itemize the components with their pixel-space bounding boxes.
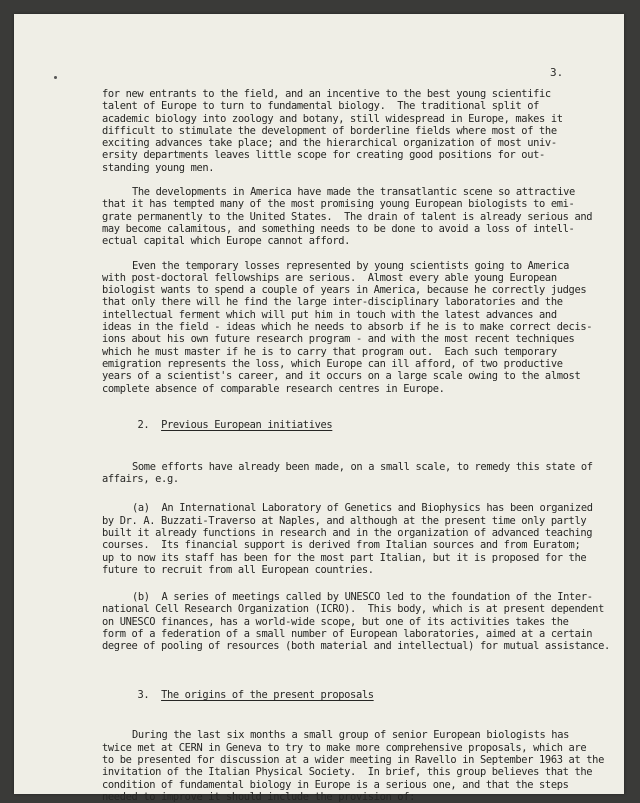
text-line: courses. Its financial support is derived from Italian sources and from Euratom; — [102, 539, 581, 552]
text-line: to be presented for discussion at a wider meeting in Ravello in September 1963 at the — [102, 754, 604, 767]
text-line: Some efforts have already been made, on a small scale, to remedy this state of — [132, 460, 593, 473]
text-line: needed to improve it should include the provision of: — [102, 790, 416, 803]
text-line: future to recruit from all European countries. — [102, 563, 374, 576]
paragraph-6 — [102, 591, 612, 652]
paragraph-2 — [102, 186, 612, 247]
text-line: The developments in America have made the transatlantic scene so attractive — [132, 186, 575, 199]
text-line: standing young men. — [102, 161, 215, 174]
text-line: Even the temporary losses represented by young scientists going to America — [132, 259, 570, 272]
paragraph-5 — [102, 502, 612, 576]
text-line: condition of fundamental biology in Europe is a serious one, and that the steps — [102, 778, 569, 791]
text-line: complete absence of comparable research centres in Europe. — [102, 382, 445, 395]
text-line: During the last six months a small group of senior European biologists has — [132, 729, 570, 742]
text-line: emigration represents the loss, which Europe can ill afford, of two productive — [102, 357, 563, 370]
text-line: twice met at CERN in Geneva to try to make more comprehensive proposals, which are — [102, 741, 587, 754]
text-line: (a) An International Laboratory of Genetics and Biophysics has been organized — [132, 502, 593, 515]
text-line: that it has tempted many of the most promising young European biologists to emi- — [102, 198, 575, 211]
text-line: years of a scientist's career, and it occurs on a large scale owing to the almost — [102, 370, 581, 383]
text-line: up to now its staff has been for the most part Italian, but it is proposed for the — [102, 551, 587, 564]
text-line: ectual capital which Europe cannot afford. — [102, 235, 351, 248]
text-line: (b) A series of meetings called by UNESCO led to the foundation of the Inter- — [132, 591, 593, 604]
text-line: with post-doctoral fellowships are serious. Almost every able young European — [102, 271, 557, 284]
text-line: ions about his own future research program - and with the most recent techniques — [102, 333, 575, 346]
punch-mark — [54, 76, 57, 79]
paragraph-7 — [102, 729, 612, 803]
text-line: ersity departments leaves little scope for creating good positions for out- — [102, 149, 545, 162]
text-line: on UNESCO finances, has a world-wide scope, but one of its activities takes the — [102, 615, 569, 628]
text-line: that only there will he find the large inter-disciplinary laboratories and the — [102, 296, 563, 309]
page-number: 3. — [550, 66, 564, 79]
paragraph-3 — [102, 260, 612, 395]
text-line: academic biology into zoology and botany, still widespread in Europe, makes it — [102, 112, 563, 125]
text-line: degree of pooling of resources (both material and intellectual) for mutual assistance. — [102, 640, 610, 653]
text-line: built it already functions in research and in the organization of advanced teaching — [102, 526, 593, 539]
text-line: by Dr. A. Buzzati-Traverso at Naples, and although at the present time only partly — [102, 514, 587, 527]
document-body — [102, 88, 612, 803]
text-line: national Cell Research Organization (ICRO). This body, which is at present dependent — [102, 603, 604, 616]
text-line: for new entrants to the field, and an incentive to the best young scientific — [102, 88, 551, 100]
text-line: form of a federation of a small number of European laboratories, aimed at a certain — [102, 627, 593, 640]
text-line: invitation of the Italian Physical Society. In brief, this group believes that the — [102, 766, 593, 779]
text-line: may become calamitous, and something needs to be done to avoid a loss of intell- — [102, 222, 575, 235]
section-number: 2. — [137, 419, 150, 432]
section-title: Previous European initiatives — [161, 419, 333, 432]
text-line: ideas in the field - ideas which he needs to absorb if he is to make correct decis- — [102, 321, 593, 334]
text-line: intellectual ferment which will put him in touch with the latest advances and — [102, 308, 557, 321]
section-heading-3 — [102, 677, 612, 714]
text-line: difficult to stimulate the development of borderline fields where most of the — [102, 124, 557, 137]
text-line: biologist wants to spend a couple of years in America, because he correctly judges — [102, 284, 587, 297]
text-line: grate permanently to the United States. The drain of talent is already serious and — [102, 210, 593, 223]
text-line: which he must master if he is to carry that program out. Each such temporary — [102, 345, 557, 358]
paragraph-1 — [102, 88, 612, 174]
text-line: exciting advances take place; and the hierarchical organization of most univ- — [102, 137, 557, 150]
section-title: The origins of the present proposals — [161, 688, 374, 701]
section-heading-2 — [102, 407, 612, 444]
section-number: 3. — [137, 688, 150, 701]
paragraph-4 — [102, 461, 612, 486]
document-page — [14, 14, 624, 803]
text-line: talent of Europe to turn to fundamental biology. The traditional split of — [102, 100, 540, 113]
text-line: affairs, e.g. — [102, 473, 179, 486]
